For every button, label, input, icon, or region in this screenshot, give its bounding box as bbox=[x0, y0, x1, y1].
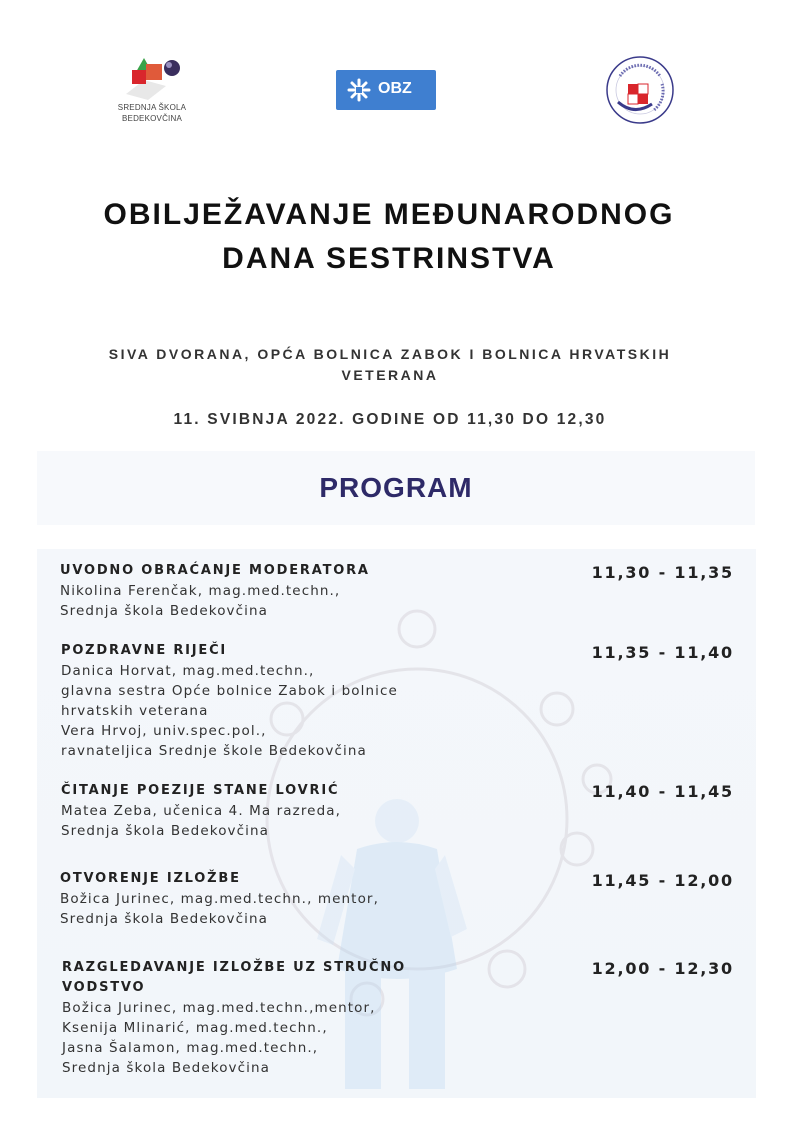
program-item-time: 11,45 - 12,00 bbox=[591, 871, 734, 890]
program-item-line: Nikolina Ferenčak, mag.med.techn., bbox=[60, 583, 341, 599]
snowflake-icon bbox=[346, 78, 372, 102]
program-heading-band bbox=[37, 451, 755, 525]
program-item-line: Srednja škola Bedekovčina bbox=[62, 1060, 271, 1076]
program-item-title: UVODNO OBRAĆANJE MODERATORA bbox=[60, 563, 370, 578]
program-item-line: ravnateljica Srednje škole Bedekovčina bbox=[61, 743, 367, 759]
school-name-line2: BEDEKOVČINA bbox=[122, 114, 182, 123]
program-item-title: RAZGLEDAVANJE IZLOŽBE UZ STRUČNO bbox=[62, 960, 406, 975]
school-name-line1: SREDNJA ŠKOLA bbox=[117, 103, 187, 112]
program-item-line: Danica Horvat, mag.med.techn., bbox=[61, 663, 315, 679]
program-heading: PROGRAM bbox=[319, 472, 473, 503]
obz-logo-text: OBZ bbox=[378, 80, 412, 97]
program-item-line: Srednja škola Bedekovčina bbox=[60, 911, 269, 927]
program-item-title: ČITANJE POEZIJE STANE LOVRIĆ bbox=[61, 783, 340, 798]
program-item-line: Božica Jurinec, mag.med.techn.,mentor, bbox=[62, 1000, 376, 1016]
date-time-text: 11. SVIBNJA 2022. GODINE OD 11,30 DO 12,30 bbox=[173, 411, 607, 428]
program-item-title: OTVORENJE IZLOŽBE bbox=[60, 871, 241, 886]
program-item bbox=[60, 869, 480, 929]
program-item-line: Vera Hrvoj, univ.spec.pol., bbox=[61, 723, 267, 739]
school-shapes-icon bbox=[122, 54, 184, 102]
program-item-line: glavna sestra Opće bolnice Zabok i bolnice bbox=[61, 683, 398, 699]
program-item-time: 12,00 - 12,30 bbox=[591, 959, 734, 978]
program-item bbox=[61, 641, 481, 761]
venue-text: SIVA DVORANA, OPĆA BOLNICA ZABOK I BOLNICA HRVATSKIH VETERANA bbox=[108, 346, 672, 383]
program-item-time: 11,40 - 11,45 bbox=[591, 782, 734, 801]
obz-logo bbox=[336, 70, 436, 110]
program-item bbox=[61, 781, 481, 841]
program-item-title: POZDRAVNE RIJEČI bbox=[61, 643, 228, 658]
program-item-time: 11,30 - 11,35 bbox=[591, 563, 734, 582]
program-item-line: Božica Jurinec, mag.med.techn., mentor, bbox=[60, 891, 379, 907]
school-logo bbox=[114, 54, 190, 128]
main-title-line1: OBILJEŽAVANJE MEĐUNARODNOG bbox=[103, 198, 675, 231]
program-item-line: Srednja škola Bedekovčina bbox=[60, 603, 269, 619]
program-item-line: Srednja škola Bedekovčina bbox=[61, 823, 270, 839]
program-item-line: Jasna Šalamon, mag.med.techn., bbox=[62, 1040, 319, 1056]
seal-icon bbox=[604, 54, 676, 126]
program-item-time: 11,35 - 11,40 bbox=[591, 643, 734, 662]
program-item-line: Matea Zeba, učenica 4. Ma razreda, bbox=[61, 803, 342, 819]
program-item-line: hrvatskih veterana bbox=[61, 703, 209, 719]
program-item bbox=[62, 958, 482, 1078]
main-title-line2: DANA SESTRINSTVA bbox=[222, 242, 556, 275]
program-item-line: Ksenija Mlinarić, mag.med.techn., bbox=[62, 1020, 328, 1036]
program-item-title: VODSTVO bbox=[62, 980, 146, 995]
program-panel bbox=[37, 549, 756, 1098]
program-item bbox=[60, 561, 480, 621]
nursing-association-seal bbox=[604, 54, 676, 126]
